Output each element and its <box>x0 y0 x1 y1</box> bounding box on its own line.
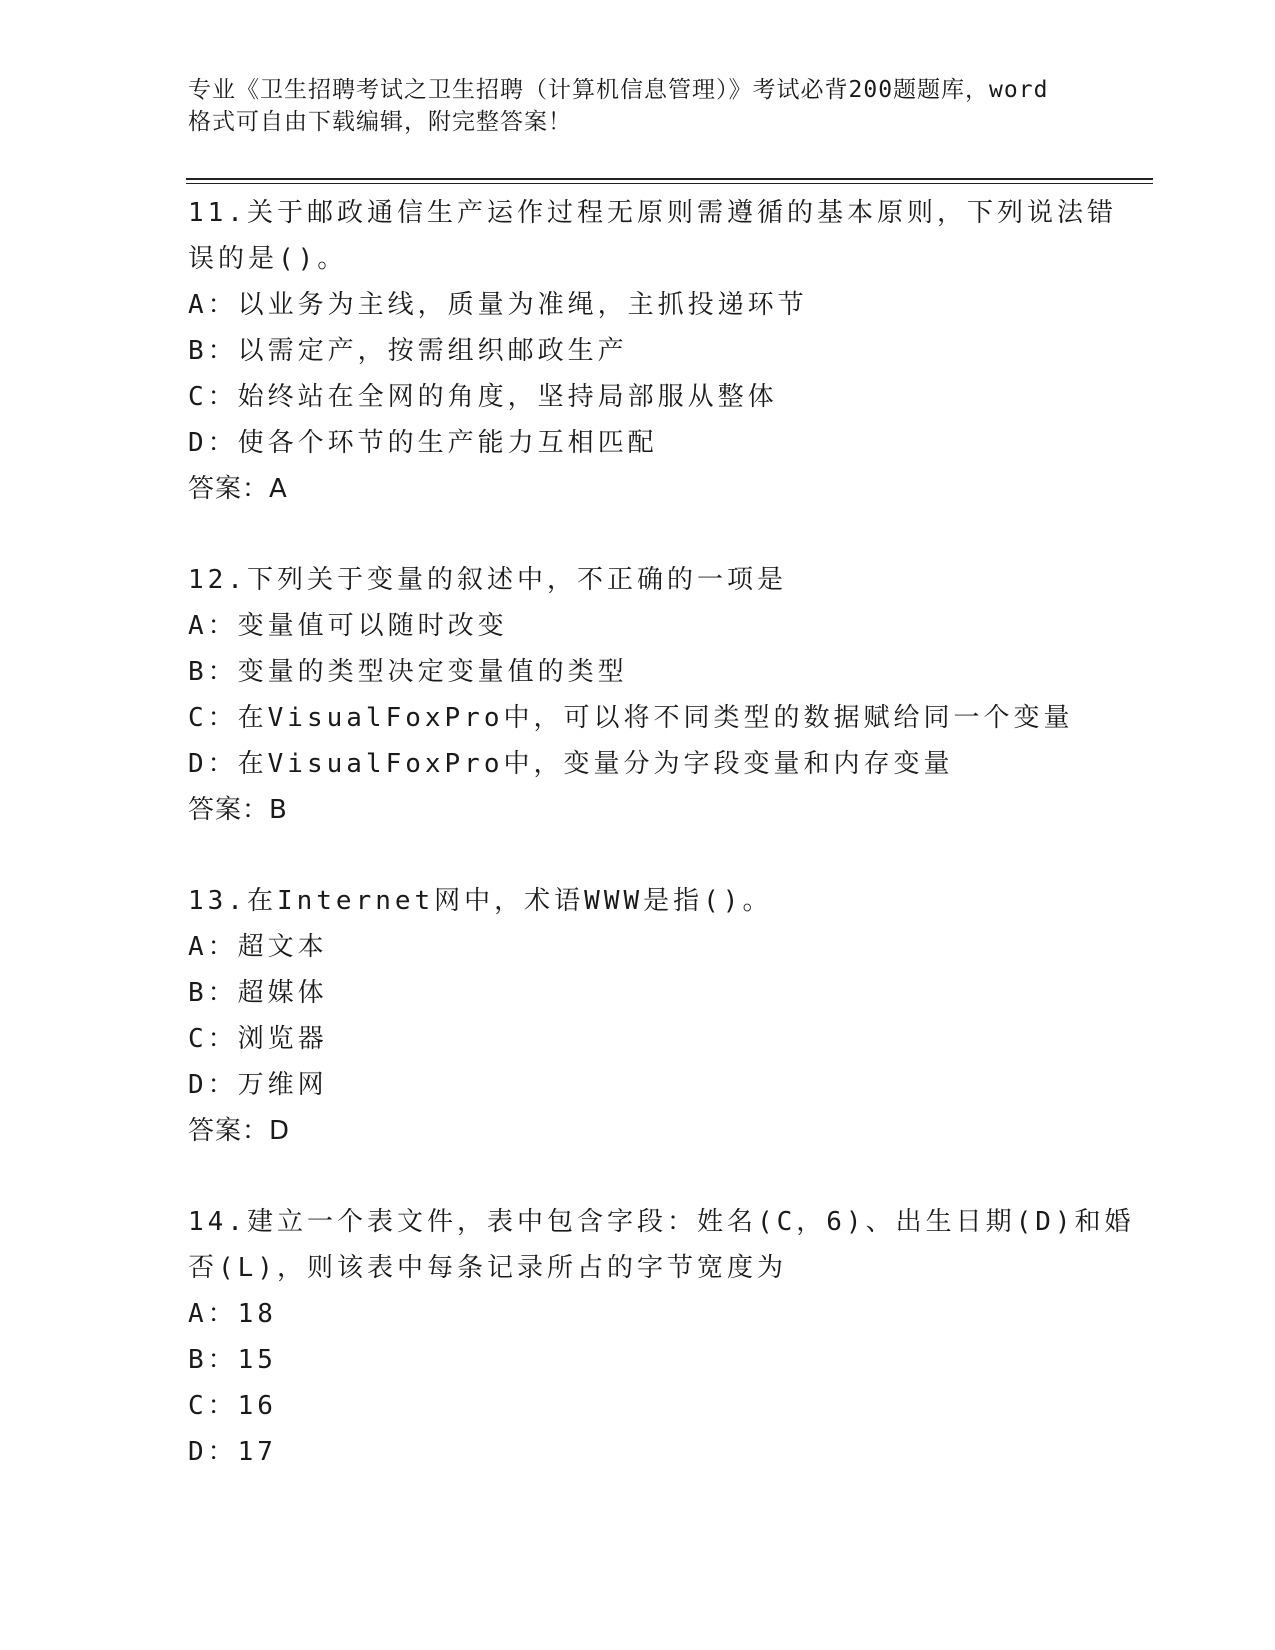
option-c: C：始终站在全网的角度，坚持局部服从整体 <box>188 382 778 412</box>
option-a: A：以业务为主线，质量为准绳，主抓投递环节 <box>188 290 808 320</box>
option-c: C：在VisualFoxPro中，可以将不同类型的数据赋给同一个变量 <box>188 703 1074 733</box>
option-a: A：变量值可以随时改变 <box>188 611 508 641</box>
answer-label: 答案：B <box>188 795 288 825</box>
option-d: D：使各个环节的生产能力互相匹配 <box>188 428 658 458</box>
option-b: B：15 <box>188 1345 277 1375</box>
question-block <box>188 557 1088 833</box>
question-stem: 14.建立一个表文件，表中包含字段：姓名(C，6)、出生日期(D)和婚 <box>188 1207 1135 1237</box>
header-line-1: 专业《卫生招聘考试之卫生招聘（计算机信息管理）》考试必背200题题库，word <box>188 77 1049 103</box>
header-divider-thick <box>186 178 1153 180</box>
answer-label: 答案：A <box>188 474 288 504</box>
question-stem: 11.关于邮政通信生产运作过程无原则需遵循的基本原则，下列说法错 <box>188 198 1117 228</box>
document-header <box>188 74 1088 138</box>
question-spacer <box>188 1154 1088 1199</box>
question-spacer <box>188 833 1088 878</box>
question-spacer <box>188 512 1088 557</box>
question-block <box>188 878 1088 1154</box>
option-d: D：在VisualFoxPro中，变量分为字段变量和内存变量 <box>188 749 954 779</box>
question-stem: 12.下列关于变量的叙述中，不正确的一项是 <box>188 565 787 595</box>
question-block <box>188 190 1117 512</box>
header-line-2: 格式可自由下载编辑，附完整答案！ <box>188 109 572 135</box>
question-stem: 13.在Internet网中，术语WWW是指()。 <box>188 886 773 916</box>
option-c: C：16 <box>188 1391 277 1421</box>
option-a: A：18 <box>188 1299 277 1329</box>
question-block <box>188 1199 1135 1475</box>
option-a: A：超文本 <box>188 932 328 962</box>
option-c: C：浏览器 <box>188 1024 328 1054</box>
question-stem-continued: 否(L)，则该表中每条记录所占的字节宽度为 <box>188 1253 787 1283</box>
answer-label: 答案：D <box>188 1116 291 1146</box>
header-divider-thin <box>186 183 1153 184</box>
option-b: B：以需定产，按需组织邮政生产 <box>188 336 628 366</box>
question-stem-continued: 误的是()。 <box>188 244 348 274</box>
question-list <box>188 190 1135 1475</box>
option-b: B：变量的类型决定变量值的类型 <box>188 657 628 687</box>
option-d: D：万维网 <box>188 1070 328 1100</box>
option-d: D：17 <box>188 1437 277 1467</box>
option-b: B：超媒体 <box>188 978 328 1008</box>
